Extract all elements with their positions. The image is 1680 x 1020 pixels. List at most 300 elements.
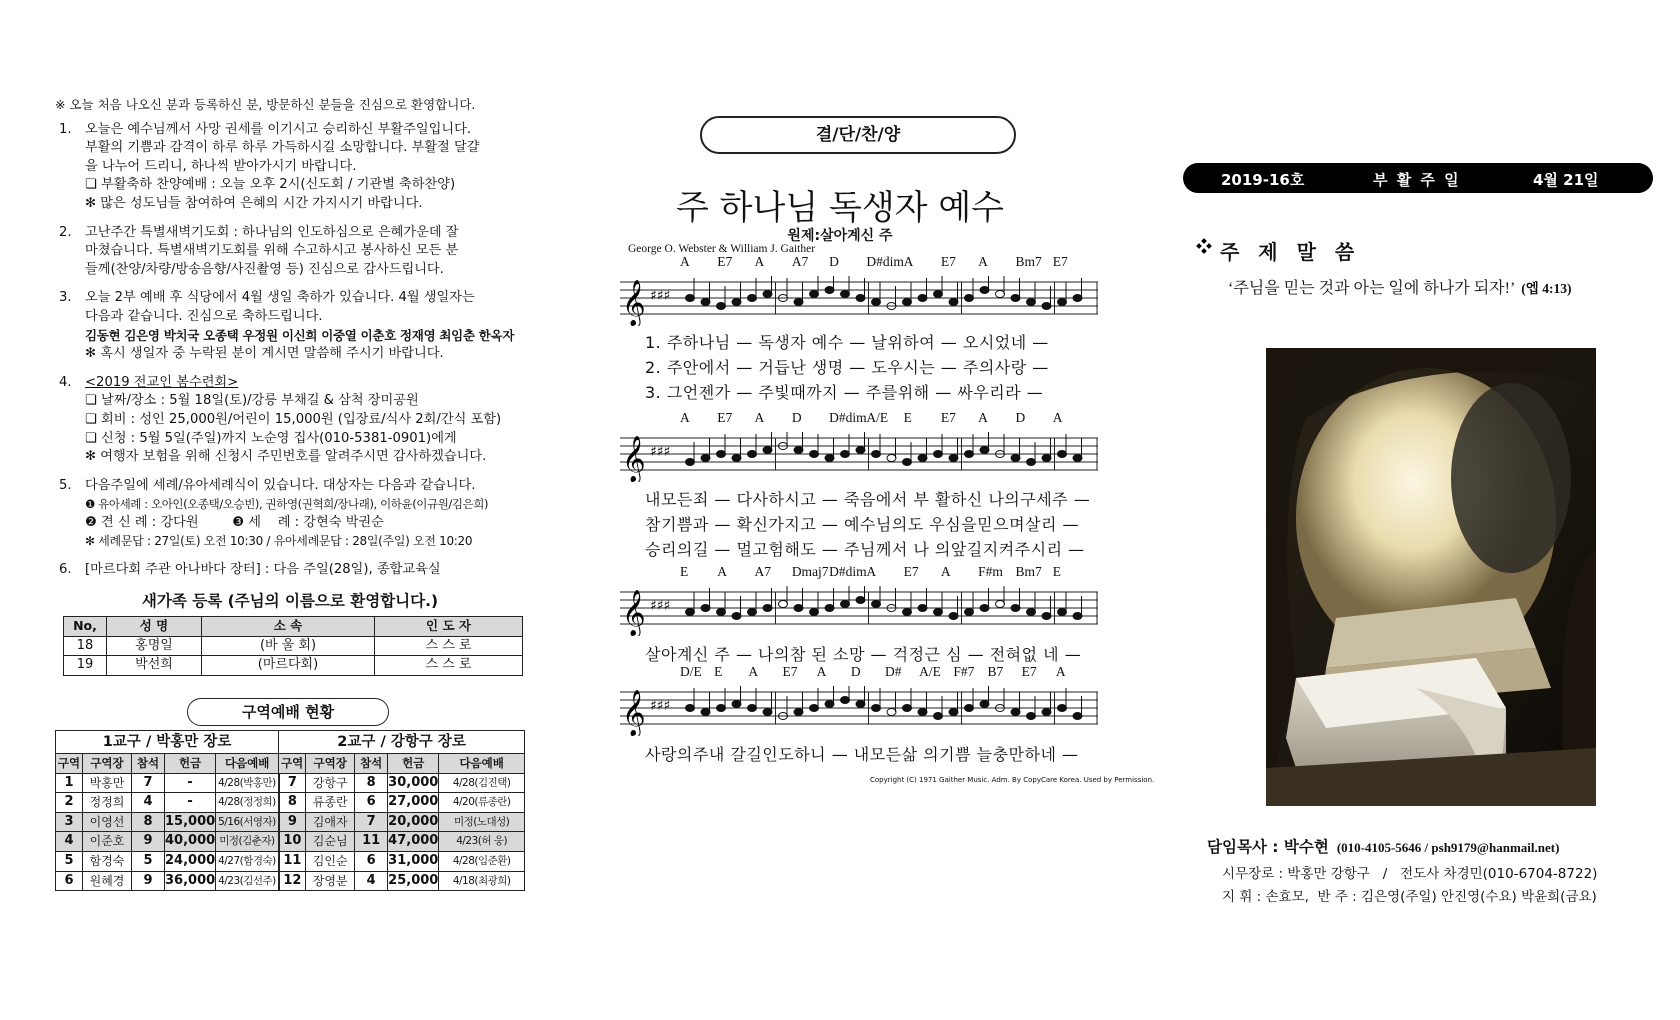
chord-label: A/E — [919, 664, 941, 679]
chord-label: D — [1015, 410, 1026, 425]
treble-clef-icon: 𝄞 — [622, 590, 646, 636]
music-note — [996, 291, 1005, 298]
chord-label: A — [978, 254, 988, 269]
music-note — [1058, 299, 1067, 306]
music-note — [717, 705, 726, 712]
chord-label: D#dim — [829, 410, 867, 425]
table-cell: 4 — [355, 871, 388, 891]
table-cell: 4/28(김진택) — [439, 773, 525, 793]
table-cell: 스 스 로 — [375, 636, 523, 656]
table-cell: 2 — [56, 793, 83, 813]
music-note — [934, 451, 943, 458]
table-row — [56, 773, 525, 793]
verse-reference: (엡 4:13) — [1521, 281, 1572, 296]
music-note — [794, 447, 803, 454]
table-header: 다음예배 — [216, 754, 279, 774]
chord-label: D#dim — [829, 564, 867, 579]
music-note — [1027, 713, 1036, 720]
table-cell: 김애자 — [306, 812, 355, 832]
notice-line: ❏ 날짜/장소 : 5월 18일(토)/강릉 부채길 & 삼척 장미공원 — [85, 393, 419, 409]
table-cell: 4/28(박홍만) — [216, 773, 279, 793]
table-cell: 3 — [56, 812, 83, 832]
key-signature-icon: ♯♯♯ — [650, 698, 671, 714]
notice-line: ❏ 신청 : 5월 5일(주일)까지 노순영 집사(010-5381-0901)에게 — [85, 430, 457, 446]
table-cell: 함경숙 — [83, 852, 132, 872]
table-cell: - — [165, 773, 216, 793]
notice-line: ❷ 견 신 례 : 강다원 ❸ 세 례 : 강현숙 박권순 — [85, 514, 384, 530]
chord-label: E7 — [1021, 664, 1037, 679]
music-note — [872, 705, 881, 712]
music-note — [965, 451, 974, 458]
music-note — [949, 455, 958, 462]
table-cell: 이준호 — [83, 832, 132, 852]
table-cell: 4/28(정정희) — [216, 793, 279, 813]
music-note — [794, 709, 803, 716]
table-cell: 11 — [279, 852, 306, 872]
music-note — [934, 291, 943, 298]
hymn-section-title: 결/단/찬/양 — [700, 116, 1016, 154]
chord-label: D/E — [680, 664, 702, 679]
music-note — [856, 295, 865, 302]
table-header: 참석 — [355, 754, 388, 774]
chord-label: A — [816, 664, 827, 679]
table-header: 헌금 — [165, 754, 216, 774]
notice-line: ❶ 유아세례 : 오아인(오종택/오승빈), 권하영(권혁희/장나래), 이하윤(이규원/김은희) — [85, 497, 489, 512]
music-note — [763, 709, 772, 716]
music-note — [732, 455, 741, 462]
music-note — [856, 701, 865, 708]
chord-label: D#dim — [866, 254, 904, 269]
music-note — [717, 303, 726, 310]
table-cell: 홍명일 — [107, 636, 202, 656]
table-cell: 47,000 — [388, 832, 439, 852]
chord-label: E7 — [782, 664, 798, 679]
notice-number: 3. — [59, 290, 72, 306]
music-note — [1042, 613, 1051, 620]
music-note — [980, 447, 989, 454]
district-group-1: 1교구 / 박홍만 장로 — [56, 731, 279, 754]
lyric-line: 1. 주하나님 — 독생자 예수 — 날위하여 — 오시었네 — — [645, 333, 1049, 352]
notice-line: 다음주일에 세례/유아세례식이 있습니다. 대상자는 다음과 같습니다. — [85, 477, 476, 493]
notice-line: ✻ 여행자 보험을 위해 신청시 주민번호를 알려주시면 감사하겠습니다. — [85, 449, 487, 465]
music-note — [748, 609, 757, 616]
chord-label: D — [850, 664, 861, 679]
table-header: 참석 — [132, 754, 165, 774]
notice-2 — [55, 224, 525, 280]
chord-label: A/E — [866, 410, 889, 425]
table-cell: 7 — [132, 773, 165, 793]
notice-line: [마르다회 주관 아나바다 장터] : 다음 주일(28일), 종합교육실 — [85, 562, 441, 578]
notice-line: 부활의 기쁨과 감격이 하루 하루 가득하시길 소망합니다. 부활절 달걀 — [85, 140, 480, 156]
staff-lines — [620, 586, 1098, 636]
music-note — [1073, 455, 1082, 462]
music-staff-1 — [620, 254, 1098, 326]
theme-heading: 주 제 말 씀 — [1220, 240, 1361, 264]
table-cell: 11 — [355, 832, 388, 852]
chord-label: F#m — [978, 564, 1003, 579]
music-note — [980, 701, 989, 708]
chord-label: A — [717, 564, 728, 579]
music-note — [918, 295, 927, 302]
music-note — [701, 299, 710, 306]
bulletin-date: 4월 21일 — [1533, 171, 1599, 189]
notice-line: 고난주간 특별새벽기도회 : 하나님의 인도하심으로 은혜가운데 잘 — [85, 224, 459, 240]
table-row — [56, 812, 525, 832]
chord-label: E — [1052, 564, 1061, 579]
theme-verse — [1228, 275, 1571, 298]
table-cell: 6 — [355, 793, 388, 813]
lyric-line: 3. 그언젠가 — 주빛때까지 — 주를위해 — 싸우리라 — — [645, 383, 1044, 402]
table-cell: 김인순 — [306, 852, 355, 872]
music-note — [872, 451, 881, 458]
table-row — [56, 793, 525, 813]
chord-label: D — [829, 254, 839, 269]
notice-line: ❏ 부활축하 찬양예배 : 오늘 오후 2시(신도회 / 기관별 축하찬양) — [85, 177, 456, 193]
treble-clef-icon: 𝄞 — [622, 690, 646, 736]
chord-label: E7 — [717, 254, 733, 269]
welcome-text: ※ 오늘 처음 나오신 분과 등록하신 분, 방문하신 분들을 진심으로 환영합니다. — [55, 97, 476, 112]
staff-lines — [620, 686, 1098, 736]
table-cell: 40,000 — [165, 832, 216, 852]
chord-label: Bm7 — [1015, 564, 1042, 579]
music-note — [841, 601, 850, 608]
notice-6 — [55, 561, 525, 580]
chord-label: E — [680, 564, 689, 579]
table-cell: 24,000 — [165, 852, 216, 872]
notice-number: 6. — [59, 562, 72, 578]
table-header: 구역 — [279, 754, 306, 774]
music-note — [794, 299, 803, 306]
music-note — [1027, 609, 1036, 616]
table-cell: 36,000 — [165, 871, 216, 891]
notice-line: 오늘은 예수님께서 사망 권세를 이기시고 승리하신 부활주일입니다. — [85, 121, 472, 137]
table-cell: 7 — [355, 812, 388, 832]
table-cell: 4 — [132, 793, 165, 813]
music-note — [903, 299, 912, 306]
issue-number: 2019-16호 — [1221, 171, 1305, 189]
music-note — [779, 601, 788, 608]
chord-label: E7 — [940, 254, 956, 269]
music-note — [763, 291, 772, 298]
table-cell: 4/23(김선주) — [216, 871, 279, 891]
chord-label: A7 — [754, 564, 772, 579]
table-cell: 박선희 — [107, 656, 202, 676]
music-note — [1011, 605, 1020, 612]
table-cell: 27,000 — [388, 793, 439, 813]
chord-label: D — [791, 410, 802, 425]
music-note — [686, 295, 695, 302]
music-note — [918, 605, 927, 612]
music-note — [903, 459, 912, 466]
table-cell: 9 — [279, 812, 306, 832]
chord-label: B7 — [987, 664, 1004, 679]
notice-line: ✻ 혹시 생일자 중 누락된 분이 계시면 말씀해 주시기 바랍니다. — [85, 346, 444, 362]
music-note — [903, 609, 912, 616]
music-note — [732, 299, 741, 306]
table-cell: 4/18(최광희) — [439, 871, 525, 891]
treble-clef-icon: 𝄞 — [622, 280, 646, 326]
table-cell: 6 — [355, 852, 388, 872]
music-note — [686, 609, 695, 616]
announcements — [55, 96, 525, 891]
table-cell: 31,000 — [388, 852, 439, 872]
table-header: 구역장 — [306, 754, 355, 774]
key-signature-icon: ♯♯♯ — [650, 444, 671, 460]
music-staff-3 — [620, 564, 1098, 636]
table-cell: 8 — [132, 812, 165, 832]
chord-label: A — [680, 410, 690, 425]
notice-line: ❏ 회비 : 성인 25,000원/어린이 15,000원 (입장료/식사 2회/간식 포함) — [85, 411, 502, 427]
music-note — [934, 713, 943, 720]
chord-label: A — [866, 564, 877, 579]
music-note — [949, 709, 958, 716]
table-cell: 10 — [279, 832, 306, 852]
music-note — [872, 299, 881, 306]
treble-clef-icon: 𝄞 — [622, 436, 646, 482]
table-cell: 30,000 — [388, 773, 439, 793]
music-note — [934, 609, 943, 616]
table-cell: 정정희 — [83, 793, 132, 813]
table-row — [56, 871, 525, 891]
notice-number: 1. — [59, 121, 72, 137]
music-note — [763, 605, 772, 612]
music-note — [810, 291, 819, 298]
music-note — [841, 697, 850, 704]
music-note — [717, 609, 726, 616]
music-note — [732, 613, 741, 620]
music-note — [856, 597, 865, 604]
notice-line: 다음과 같습니다. 진심으로 축하드립니다. — [85, 308, 323, 324]
chord-label: E7 — [940, 410, 956, 425]
table-cell: 4/20(류종란) — [439, 793, 525, 813]
table-cell: 9 — [132, 871, 165, 891]
table-group-row — [56, 731, 525, 754]
music-note — [1042, 303, 1051, 310]
pastor-contact: (010-4105-5646 / psh9179@hanmail.net) — [1336, 840, 1560, 855]
diamond-bullet-icon — [1196, 238, 1212, 254]
chord-label: A — [940, 564, 951, 579]
music-note — [1011, 455, 1020, 462]
chord-label: E — [903, 410, 912, 425]
hymn-authors: George O. Webster & William J. Gaither — [628, 243, 816, 255]
music-note — [810, 705, 819, 712]
notice-4 — [55, 374, 525, 467]
music-note — [701, 605, 710, 612]
table-header-row — [64, 617, 523, 637]
music-note — [748, 451, 757, 458]
chord-label: A7 — [791, 254, 809, 269]
notice-line: 마쳤습니다. 특별새벽기도회를 위해 수고하시고 봉사하신 모든 분 — [85, 243, 459, 259]
music-note — [1027, 299, 1036, 306]
chord-label: E7 — [717, 410, 733, 425]
music-note — [825, 287, 834, 294]
notice-3 — [55, 289, 525, 363]
table-cell: 4/23(허 웅) — [439, 832, 525, 852]
notice-line: ✻ 많은 성도님들 참여하여 은혜의 시간 가지시기 바랍니다. — [85, 195, 423, 211]
music-note — [965, 609, 974, 616]
table-row — [64, 656, 523, 676]
music-note — [903, 705, 912, 712]
pastor-info — [1207, 835, 1559, 857]
music-note — [1011, 295, 1020, 302]
music-note — [841, 291, 850, 298]
key-signature-icon: ♯♯♯ — [650, 288, 671, 304]
notice-5 — [55, 477, 525, 551]
table-cell: - — [165, 793, 216, 813]
music-staff-2 — [620, 410, 1098, 482]
music-note — [732, 701, 741, 708]
notice-number: 2. — [59, 224, 72, 240]
notice-1 — [55, 121, 525, 214]
music-note — [701, 709, 710, 716]
notice-number: 5. — [59, 477, 72, 493]
newfamily-table — [63, 616, 523, 676]
table-header: 성 명 — [107, 617, 202, 637]
table-header: 헌금 — [388, 754, 439, 774]
table-header: 다음예배 — [439, 754, 525, 774]
table-cell: 18 — [64, 636, 107, 656]
music-note — [1073, 613, 1082, 620]
table-cell: 19 — [64, 656, 107, 676]
district-table — [55, 730, 525, 891]
table-cell: 8 — [279, 793, 306, 813]
table-row — [56, 852, 525, 872]
music-note — [949, 613, 958, 620]
choir-info: 지 휘 : 손효모, 반 주 : 김은영(주일) 안진영(수요) 박윤희(금요) — [1222, 889, 1597, 905]
music-note — [701, 455, 710, 462]
table-cell: 원혜경 — [83, 871, 132, 891]
chord-label: E7 — [903, 564, 919, 579]
lyric-line: 살아계신 주 — 나의참 된 소망 — 걱정근 심 — 전혀없 네 — — [645, 645, 1082, 664]
music-note — [825, 701, 834, 708]
chord-label: A — [1055, 664, 1066, 679]
table-cell: 미정(김춘자) — [216, 832, 279, 852]
chord-label: E7 — [1052, 254, 1068, 269]
table-header-row — [56, 754, 525, 774]
notice-line: 오늘 2부 예배 후 식당에서 4월 생일 축하가 있습니다. 4월 생일자는 — [85, 290, 475, 306]
staff-lines — [620, 432, 1098, 482]
table-cell: 1 — [56, 773, 83, 793]
retreat-title: <2019 전교인 봄수련회> — [85, 374, 239, 390]
table-cell: 박홍만 — [83, 773, 132, 793]
table-row — [56, 832, 525, 852]
table-header: 구역장 — [83, 754, 132, 774]
music-note — [996, 601, 1005, 608]
music-note — [918, 709, 927, 716]
music-note — [748, 705, 757, 712]
district-group-2: 2교구 / 강항구 장로 — [279, 731, 525, 754]
hymn-copyright: Copyright (C) 1971 Gaither Music. Adm. By CopyCare Korea. Used by Permission. — [870, 776, 1155, 784]
notice-number: 4. — [59, 374, 72, 390]
table-cell: 15,000 — [165, 812, 216, 832]
music-note — [794, 605, 803, 612]
chord-label: A — [754, 410, 765, 425]
lyric-line: 2. 주안에서 — 거듭난 생명 — 도우시는 — 주의사랑 — — [645, 358, 1049, 377]
music-note — [1058, 705, 1067, 712]
empty-tomb-image — [1266, 348, 1596, 806]
table-cell: 5 — [56, 852, 83, 872]
music-note — [686, 459, 695, 466]
table-cell: 5 — [132, 852, 165, 872]
music-note — [825, 455, 834, 462]
chord-label: A — [978, 410, 988, 425]
chord-label: A — [680, 254, 690, 269]
chord-label: Dmaj7 — [791, 564, 829, 579]
table-cell: 4/28(임준환) — [439, 852, 525, 872]
music-note — [1042, 455, 1051, 462]
chord-label: A — [748, 664, 759, 679]
key-signature-icon: ♯♯♯ — [650, 598, 671, 614]
music-note — [1042, 709, 1051, 716]
table-header: 소 속 — [202, 617, 375, 637]
table-cell: 스 스 로 — [375, 656, 523, 676]
table-header: 인 도 자 — [375, 617, 523, 637]
music-note — [980, 287, 989, 294]
chord-label: A — [754, 254, 765, 269]
music-note — [887, 709, 896, 716]
music-note — [810, 451, 819, 458]
music-note — [825, 605, 834, 612]
music-note — [980, 605, 989, 612]
table-cell: 9 — [132, 832, 165, 852]
table-cell: 류종란 — [306, 793, 355, 813]
hymn-title: 주 하나님 독생자 예수 — [675, 188, 1005, 228]
birthday-names: 김동현 김은영 박치국 오종택 우정원 이신희 이중열 이춘호 정재영 최임춘 한옥자 — [85, 327, 515, 343]
newfamily-title: 새가족 등록 (주님의 이름으로 환영합니다.) — [141, 591, 439, 610]
music-note — [841, 451, 850, 458]
lyric-line: 참기쁨과 — 확신가지고 — 예수님의도 우심을믿으며살리 — — [645, 515, 1080, 534]
table-cell: 이영선 — [83, 812, 132, 832]
music-note — [1058, 609, 1067, 616]
music-note — [1011, 709, 1020, 716]
music-note — [965, 705, 974, 712]
music-note — [918, 455, 927, 462]
table-cell: 20,000 — [388, 812, 439, 832]
table-cell: 12 — [279, 871, 306, 891]
music-note — [949, 299, 958, 306]
district-title: 구역예배 현황 — [187, 698, 389, 726]
music-note — [686, 705, 695, 712]
table-row — [64, 636, 523, 656]
table-cell: 장영분 — [306, 871, 355, 891]
music-note — [717, 451, 726, 458]
table-cell: 5/16(서영자) — [216, 812, 279, 832]
table-cell: 4/27(함경숙) — [216, 852, 279, 872]
chord-label: A — [903, 254, 914, 269]
lyric-line: 내모든죄 — 다사하시고 — 죽음에서 부 활하신 나의구세주 — — [645, 490, 1091, 509]
music-note — [887, 455, 896, 462]
lyric-line: 사랑의주내 갈길인도하니 — 내모든삶 의기쁨 늘충만하네 — — [645, 745, 1079, 764]
notice-line: 을 나누어 드리니, 하나씩 받아가시기 바랍니다. — [85, 158, 357, 174]
table-cell: (바 울 회) — [202, 636, 375, 656]
table-cell: 4 — [56, 832, 83, 852]
music-note — [1073, 295, 1082, 302]
music-note — [1027, 459, 1036, 466]
chord-label: Bm7 — [1015, 254, 1042, 269]
music-note — [1058, 451, 1067, 458]
elders-info: 시무장로 : 박홍만 강항구 / 전도사 차경민(010-6704-8722) — [1222, 866, 1598, 882]
chord-label: A — [1052, 410, 1063, 425]
sunday-name: 부 활 주 일 — [1373, 171, 1461, 189]
table-cell: 6 — [56, 871, 83, 891]
table-cell: 강항구 — [306, 773, 355, 793]
music-note — [965, 295, 974, 302]
music-note — [810, 609, 819, 616]
table-cell: 김순님 — [306, 832, 355, 852]
table-cell: 7 — [279, 773, 306, 793]
table-cell: 미정(노대성) — [439, 812, 525, 832]
chord-label: E — [714, 664, 723, 679]
